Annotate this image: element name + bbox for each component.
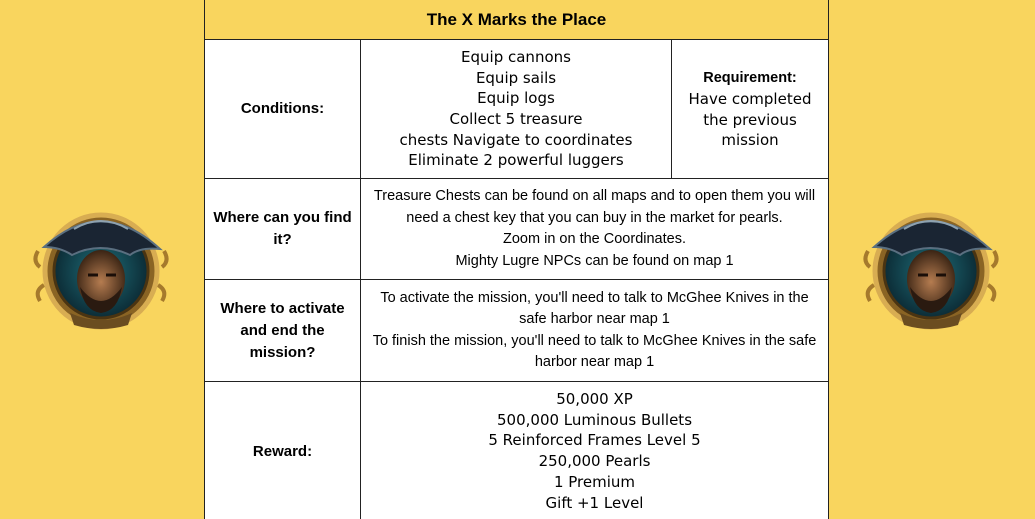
requirement-label: Requirement: bbox=[703, 69, 797, 86]
condition-item: Collect 5 treasure bbox=[449, 110, 583, 128]
reward-item: 250,000 Pearls bbox=[538, 452, 651, 471]
where-find-label-line: it? bbox=[273, 231, 292, 248]
requirement-text: mission bbox=[721, 131, 779, 150]
conditions-row bbox=[205, 40, 829, 179]
reward-label: Reward: bbox=[205, 382, 361, 519]
condition-item: Equip logs bbox=[477, 89, 555, 108]
condition-item: chests Navigate to coordinates bbox=[399, 130, 633, 149]
condition-item: Eliminate 2 powerful luggers bbox=[408, 151, 624, 170]
pirate-portrait-icon bbox=[30, 195, 172, 337]
where-find-label bbox=[205, 179, 361, 280]
where-activate-label-line: Where to activate bbox=[220, 299, 345, 317]
reward-item: 50,000 XP bbox=[556, 390, 633, 408]
where-activate-line: To activate the mission, you'll need to talk to McGhee Knives in the bbox=[380, 289, 809, 306]
where-find-label-line: Where can you find bbox=[213, 209, 352, 226]
condition-item: Equip cannons bbox=[461, 47, 571, 66]
where-find-line: need a chest key that you can buy in the market for pearls. bbox=[406, 209, 783, 226]
conditions-label: Conditions: bbox=[205, 40, 361, 179]
requirement-cell bbox=[672, 40, 829, 179]
reward-item: 5 Reinforced Frames Level 5 bbox=[488, 431, 701, 450]
pirate-portrait-icon bbox=[860, 195, 1002, 337]
where-activate-label-line: mission? bbox=[249, 343, 316, 361]
where-activate-line: To finish the mission, you'll need to talk to McGhee Knives in the safe bbox=[372, 332, 817, 349]
condition-item: Equip sails bbox=[475, 68, 557, 87]
mission-table bbox=[204, 0, 829, 519]
where-find-line: Mighty Lugre NPCs can be found on map 1 bbox=[455, 252, 734, 269]
where-activate-row bbox=[205, 280, 829, 382]
reward-item: Gift +1 Level bbox=[545, 493, 644, 512]
where-activate-line: harbor near map 1 bbox=[534, 354, 655, 370]
reward-list bbox=[361, 382, 829, 519]
where-activate-line: safe harbor near map 1 bbox=[519, 311, 670, 327]
where-activate-label-line: and end the bbox=[240, 321, 325, 339]
where-find-text bbox=[361, 179, 829, 280]
requirement-text: the previous bbox=[703, 110, 797, 129]
conditions-list bbox=[361, 40, 672, 179]
where-activate-label bbox=[205, 280, 361, 382]
title-row bbox=[205, 0, 829, 40]
where-find-line: Treasure Chests can be found on all maps and to open them you will bbox=[373, 188, 816, 204]
reward-row bbox=[205, 382, 829, 519]
requirement-text: Have completed bbox=[688, 89, 812, 108]
reward-item: 500,000 Luminous Bullets bbox=[497, 410, 693, 429]
where-activate-text bbox=[361, 280, 829, 382]
where-find-line: Zoom in on the Coordinates. bbox=[503, 231, 686, 247]
where-find-row bbox=[205, 179, 829, 280]
mission-title: The X Marks the Place bbox=[205, 0, 829, 40]
reward-item: 1 Premium bbox=[553, 472, 636, 491]
